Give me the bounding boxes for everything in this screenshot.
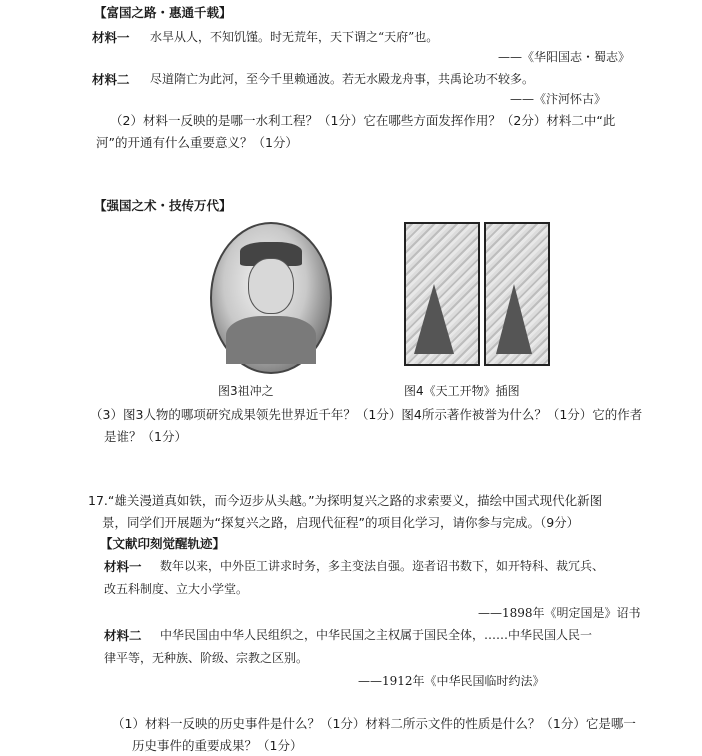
question-2-line-1: （2）材料一反映的是哪一水利工程？（1分）它在哪些方面发挥作用？（2分）材料二中“此 [110, 113, 616, 128]
material-1-source: ——《华阳国志・蜀志》 [498, 50, 631, 64]
section-title-rich-country: 【富国之路・惠通千载】 [94, 5, 232, 20]
q17-intro-line-1: 17.“雄关漫道真如铁，而今迈步从头越。”为探明复兴之路的求索要义，描绘中国式现代化新图 [88, 493, 603, 508]
q17-material-1-label: 材料一 [104, 559, 142, 574]
illustration-mountain [414, 284, 454, 354]
material-2-source: ——《汴河怀古》 [510, 92, 607, 106]
material-1-text: 水旱从人，不知饥馑。时无荒年，天下谓之“天府”也。 [150, 30, 439, 44]
q17-material-1-text-line-2: 改五科制度、立大小学堂。 [104, 582, 249, 596]
figure-4-caption: 图4《天工开物》插图 [404, 384, 520, 398]
tiangong-illustration-right [484, 222, 550, 366]
tiangong-illustration-left [404, 222, 480, 366]
q17-material-1-source: ——1898年《明定国是》诏书 [478, 606, 641, 620]
q17-material-2-text-line-2: 律平等，无种族、阶级、宗教之区别。 [104, 651, 309, 665]
section-title-strong-country: 【强国之术・技传万代】 [94, 198, 232, 213]
q17-intro-line-2: 景，同学们开展题为“探复兴之路，启现代征程”的项目化学习，请你参与完成。（9分） [102, 515, 580, 530]
question-3-line-2: 是谁？（1分） [104, 429, 187, 444]
material-2-text: 尽道隋亡为此河，至今千里赖通波。若无水殿龙舟事，共禹论功不较多。 [150, 72, 535, 86]
zu-chongzhi-portrait [210, 222, 332, 374]
q17-material-2-source: ——1912年《中华民国临时约法》 [358, 674, 545, 688]
q17-material-1-text-line-1: 数年以来，中外臣工讲求时务，多主变法自强。迩者诏书数下，如开特科、裁冗兵、 [160, 559, 605, 573]
figure-3-caption: 图3祖冲之 [218, 384, 274, 398]
q17-material-2-text-line-1: 中华民国由中华人民组织之，中华民国之主权属于国民全体，……中华民国人民一 [160, 628, 593, 642]
material-2-label: 材料二 [92, 72, 130, 87]
portrait-face [248, 258, 294, 314]
question-3-line-1: （3）图3人物的哪项研究成果领先世界近千年？（1分）图4所示著作被誉为什么？（1分）它的作者 [90, 407, 643, 422]
q17-question-1-line-2: 历史事件的重要成果？（1分） [132, 738, 303, 753]
illustration-tree [496, 284, 532, 354]
portrait-body [226, 316, 316, 364]
q17-question-1-line-1: （1）材料一反映的历史事件是什么？（1分）材料二所示文件的性质是什么？（1分）它是哪一 [112, 716, 636, 731]
material-1-label: 材料一 [92, 30, 130, 45]
subsection-title-documents: 【文献印刻觉醒轨迹】 [100, 536, 226, 551]
q17-material-2-label: 材料二 [104, 628, 142, 643]
question-2-line-2: 河”的开通有什么重要意义？（1分） [96, 135, 298, 150]
